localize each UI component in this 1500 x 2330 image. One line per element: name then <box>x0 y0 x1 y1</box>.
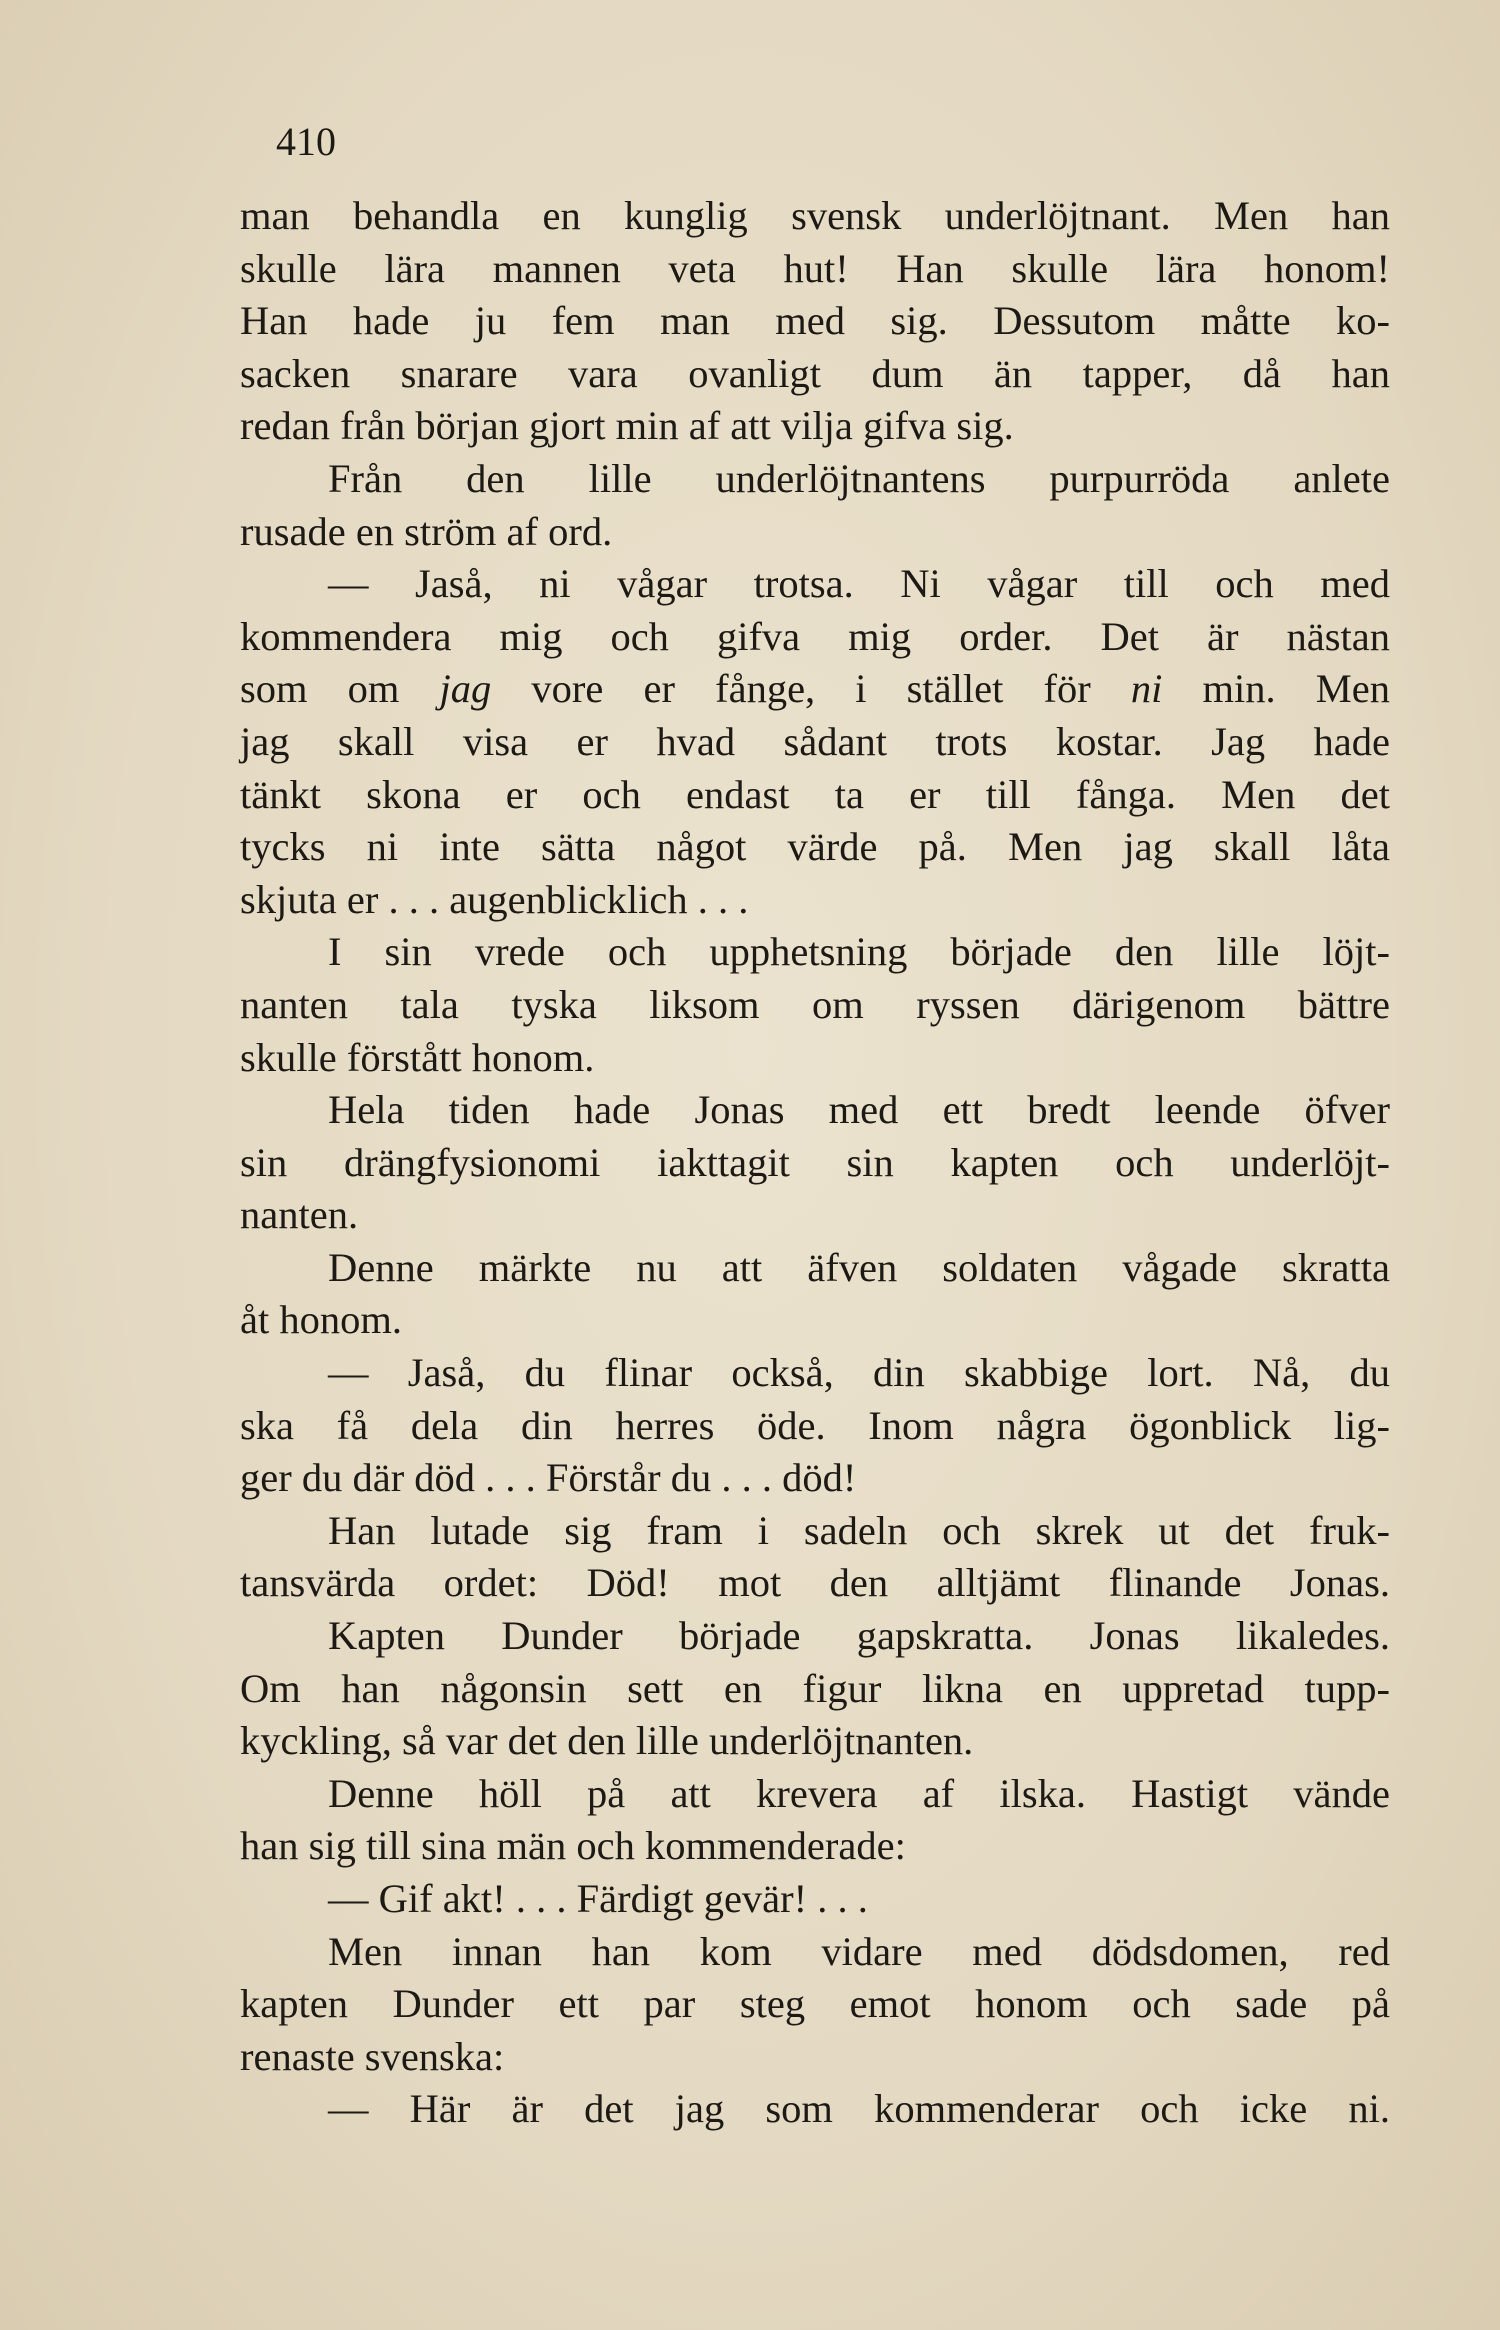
text-line: Från den lille underlöjtnantens purpurröda anlete <box>328 455 1390 501</box>
text-line: han sig till sina män och kommenderade: <box>240 1823 906 1869</box>
text-line: Han hade ju fem man med sig. Dessutom måtte ko- <box>240 298 1390 344</box>
page-number: 410 <box>276 119 336 164</box>
text-line: Han lutade sig fram i sadeln och skrek ut det fruk- <box>328 1507 1390 1553</box>
text-line: skulle förstått honom. <box>240 1034 595 1080</box>
text-line: nanten. <box>240 1192 359 1238</box>
text-line: kapten Dunder ett par steg emot honom och sade på <box>240 1981 1390 2027</box>
text-line: renaste svenska: <box>240 2033 505 2079</box>
text-line: man behandla en kunglig svensk underlöjtnant. Men han <box>240 193 1390 238</box>
text-segment: vore er fånge, i stället för <box>491 666 1131 712</box>
text-line: I sin vrede och upphetsning började den lille löjt- <box>328 929 1390 975</box>
text-line: kyckling, så var det den lille underlöjtnanten. <box>240 1718 974 1764</box>
text-line: Men innan han kom vidare med dödsdomen, red <box>328 1928 1390 1974</box>
text-line: Om han någonsin sett en figur likna en uppretad tupp- <box>240 1665 1390 1711</box>
text-line: ger du där död . . . Förstår du . . . död! <box>240 1455 857 1501</box>
text-line <box>240 663 1390 716</box>
text-line: ska få dela din herres öde. Inom några ögonblick lig- <box>240 1402 1390 1448</box>
text-line: sacken snarare vara ovanligt dum än tapper, då han <box>240 350 1390 396</box>
text-line: — Här är det jag som kommenderar och icke ni. <box>328 2086 1390 2132</box>
text-line: — Jaså, ni vågar trotsa. Ni vågar till och med <box>328 561 1390 607</box>
text-line: redan från början gjort min af att vilja gifva sig. <box>240 403 1014 449</box>
text-line: tänkt skona er och endast ta er till fånga. Men det <box>240 771 1390 817</box>
text-line: — Jaså, du flinar också, din skabbige lort. Nå, du <box>328 1350 1390 1396</box>
italic-word: ni <box>1130 666 1163 712</box>
text-segment: min. Men <box>1162 666 1391 712</box>
text-line: Kapten Dunder började gapskratta. Jonas likaledes. <box>328 1613 1390 1659</box>
text-line: sin drängfysionomi iakttagit sin kapten och underlöjt- <box>240 1139 1390 1185</box>
text-line: jag skall visa er hvad sådant trots kostar. Jag hade <box>240 718 1390 764</box>
text-line: nanten tala tyska liksom om ryssen därigenom bättre <box>240 981 1390 1027</box>
text-line: kommendera mig och gifva mig order. Det är nästan <box>240 613 1390 659</box>
text-line: åt honom. <box>240 1297 402 1343</box>
text-line: — Gif akt! . . . Färdigt gevär! . . . <box>328 1876 868 1921</box>
text-line: Denne höll på att krevera af ilska. Hastigt vände <box>328 1770 1390 1816</box>
body-text <box>240 190 1390 2136</box>
text-line: skjuta er . . . augenblicklich . . . <box>240 876 749 922</box>
text-line: skulle lära mannen veta hut! Han skulle lära honom! <box>240 245 1390 291</box>
text-line: Denne märkte nu att äfven soldaten vågade skratta <box>328 1244 1390 1290</box>
italic-word: jag <box>439 666 492 712</box>
text-segment: som om <box>240 666 440 712</box>
text-line: rusade en ström af ord. <box>240 508 613 554</box>
text-line: tycks ni inte sätta något värde på. Men jag skall låta <box>240 824 1390 870</box>
text-line: tansvärda ordet: Död! mot den alltjämt flinande Jonas. <box>240 1560 1390 1606</box>
text-line: Hela tiden hade Jonas med ett bredt leende öfver <box>328 1087 1390 1133</box>
